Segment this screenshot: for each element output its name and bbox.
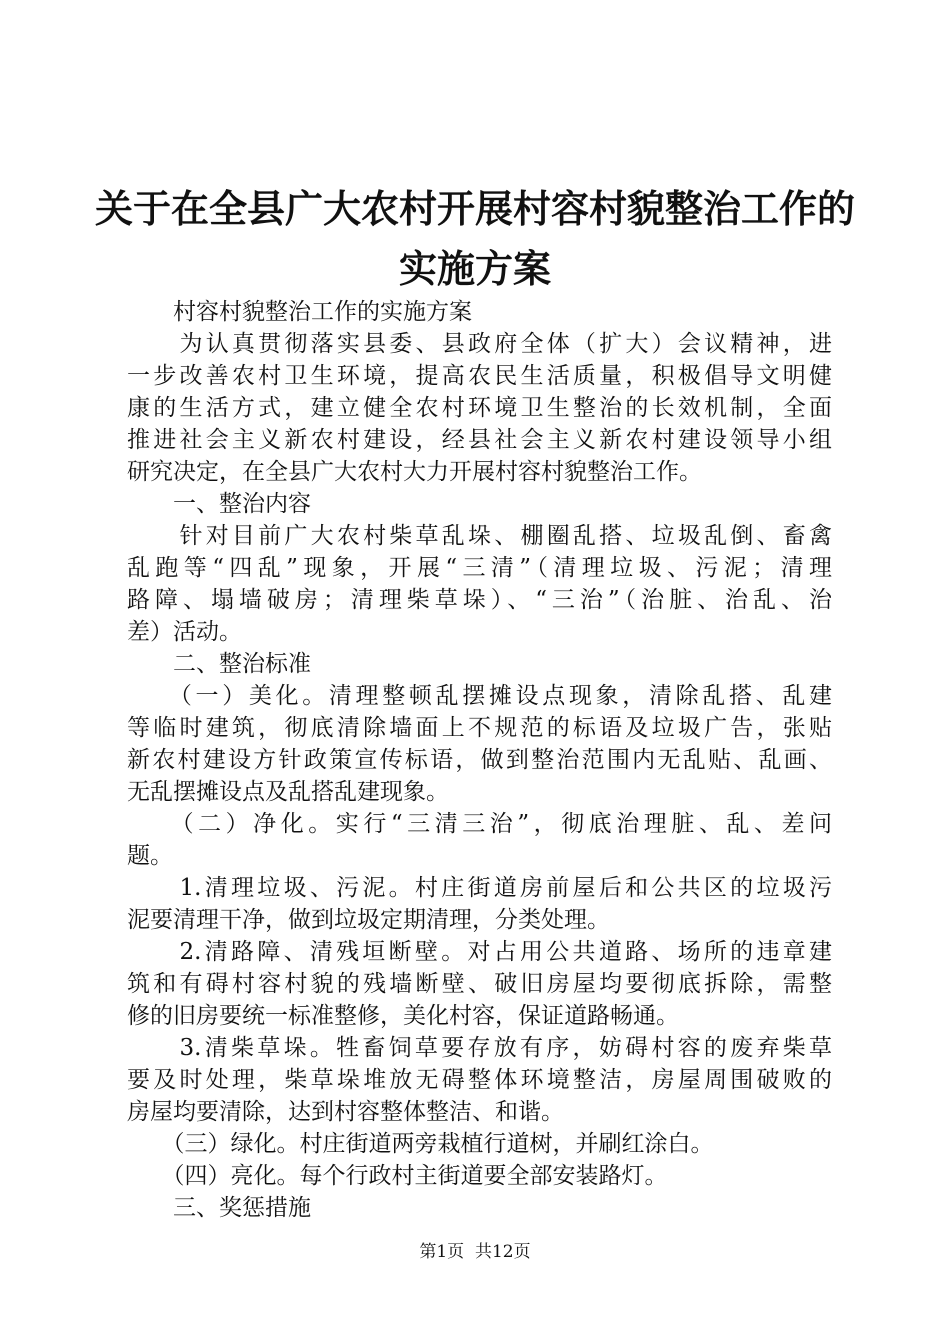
- body-text-line: 为认真贯彻落实县委、县政府全体（扩大）会议精神，进: [127, 331, 832, 357]
- body-text-line: 二、整治标准: [127, 651, 311, 677]
- document-title-line-2: 实施方案: [398, 247, 551, 291]
- body-text-line: 乱跑等“四乱”现象，开展“三清”（清理垃圾、污泥；清理: [127, 555, 832, 581]
- body-text-line: 3.清柴草垛。牲畜饲草要存放有序，妨碍村容的废弃柴草: [127, 1035, 832, 1061]
- page-footer: [0, 1242, 950, 1262]
- body-text-line: 修的旧房要统一标准整修，美化村容，保证道路畅通。: [127, 1003, 679, 1029]
- body-text-line: 一、整治内容: [127, 491, 311, 517]
- document-body: [127, 296, 832, 1224]
- body-text-line: 2.清路障、清残垣断壁。对占用公共道路、场所的违章建: [127, 939, 832, 965]
- body-text-line: 筑和有碍村容村貌的残墙断壁、破旧房屋均要彻底拆除，需整: [127, 971, 832, 997]
- body-text-line: 研究决定，在全县广大农村大力开展村容村貌整治工作。: [127, 459, 702, 485]
- body-text-line: 路障、塌墙破房；清理柴草垛）、“三治”（治脏、治乱、治: [127, 587, 832, 613]
- body-text-line: （三）绿化。村庄街道两旁栽植行道树，并刷红涂白。: [127, 1131, 714, 1157]
- body-text-line: （四）亮化。每个行政村主街道要全部安装路灯。: [127, 1163, 668, 1189]
- body-text-line: （二）净化。实行“三清三治”，彻底治理脏、乱、差问: [127, 811, 832, 837]
- body-text-line: 房屋均要清除，达到村容整体整洁、和谐。: [127, 1099, 564, 1125]
- body-text-line: 村容村貌整治工作的实施方案: [127, 299, 472, 325]
- body-text-line: 推进社会主义新农村建设，经县社会主义新农村建设领导小组: [127, 427, 832, 453]
- body-text-line: 等临时建筑，彻底清除墙面上不规范的标语及垃圾广告，张贴: [127, 715, 832, 741]
- body-text-line: 泥要清理干净，做到垃圾定期清理，分类处理。: [127, 907, 610, 933]
- body-text-line: 康的生活方式，建立健全农村环境卫生整治的长效机制，全面: [127, 395, 832, 421]
- body-text-line: 要及时处理，柴草垛堆放无碍整体环境整洁，房屋周围破败的: [127, 1067, 832, 1093]
- body-text-line: 三、奖惩措施: [127, 1195, 311, 1221]
- body-text-line: （一）美化。清理整顿乱摆摊设点现象，清除乱搭、乱建: [127, 683, 832, 709]
- body-text-line: 题。: [127, 843, 173, 869]
- document-title-line-1: 关于在全县广大农村开展村容村貌整治工作的: [94, 187, 855, 231]
- body-text-line: 1.清理垃圾、污泥。村庄街道房前屋后和公共区的垃圾污: [127, 875, 832, 901]
- page-number-label: 第1页 共12页: [419, 1242, 531, 1262]
- body-text-line: 差）活动。: [127, 619, 242, 645]
- body-text-line: 无乱摆摊设点及乱搭乱建现象。: [127, 779, 449, 805]
- body-text-line: 针对目前广大农村柴草乱垛、棚圈乱搭、垃圾乱倒、畜禽: [127, 523, 832, 549]
- body-text-line: 一步改善农村卫生环境，提高农民生活质量，积极倡导文明健: [127, 363, 832, 389]
- body-text-line: 新农村建设方针政策宣传标语，做到整治范围内无乱贴、乱画、: [127, 747, 832, 773]
